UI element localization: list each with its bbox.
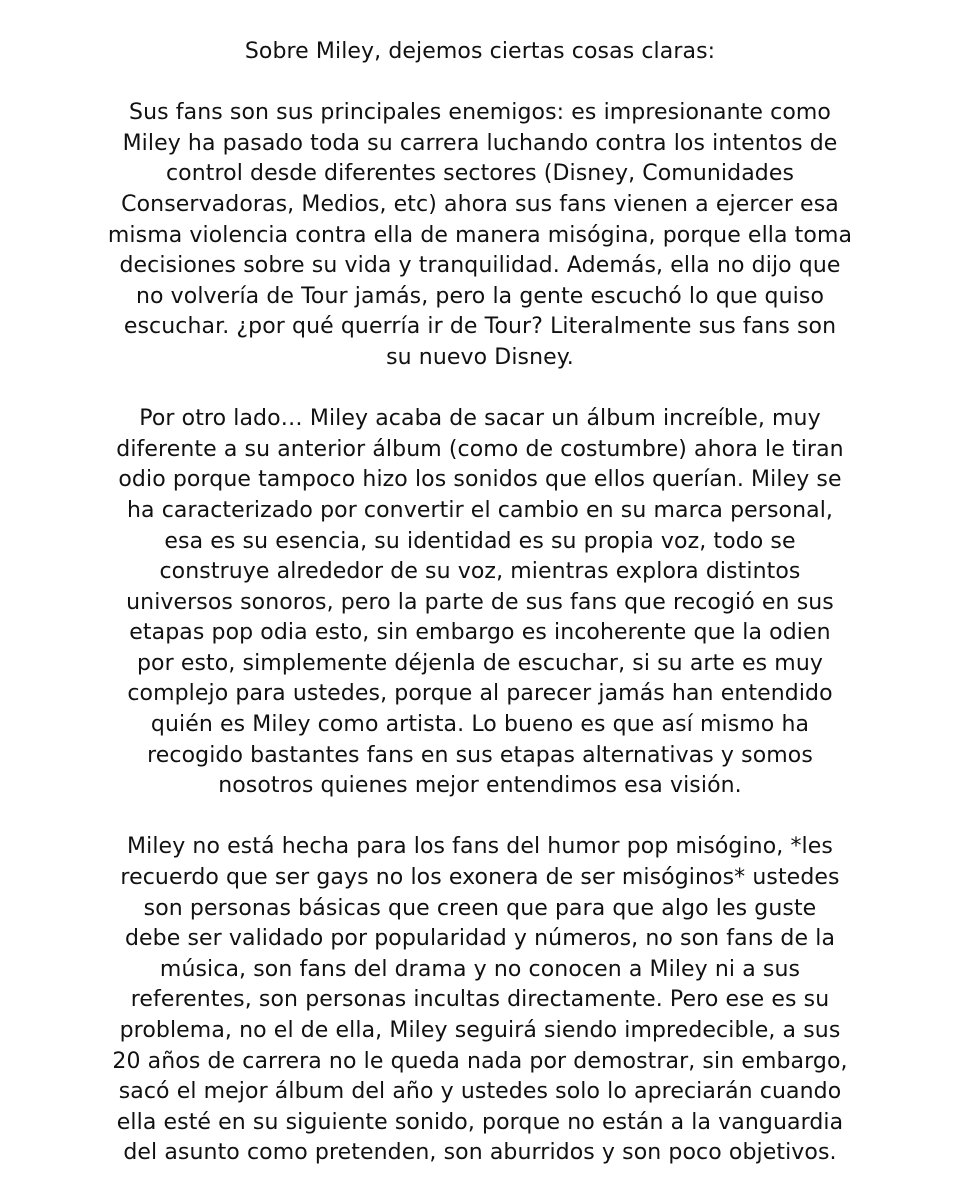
paragraph-spacer: [60, 374, 900, 405]
text-line: misma violencia contra ella de manera misógina, porque ella toma: [107, 222, 853, 248]
text-line: odio porque tampoco hizo los sonidos que ellos querían. Miley se: [118, 467, 842, 493]
text-line: su nuevo Disney.: [386, 344, 574, 370]
paragraph-misogyny: [60, 832, 900, 1169]
paragraph-new-album: [60, 404, 900, 802]
paragraph-spacer: [60, 802, 900, 833]
text-line: Sus fans son sus principales enemigos: es impresionante como: [129, 100, 831, 126]
text-line: por esto, simplemente déjenla de escuchar, si su arte es muy: [136, 650, 823, 676]
paragraph-fans-enemies: [60, 98, 900, 373]
text-line: son personas básicas que creen que para que algo les guste: [143, 895, 817, 921]
text-line: etapas pop odia esto, sin embargo es incoherente que la odien: [129, 620, 831, 646]
text-line: universos sonoros, pero la parte de sus fans que recogió en sus: [126, 589, 834, 615]
text-line: ella esté en su siguiente sonido, porque no están a la vanguardia: [116, 1109, 844, 1135]
text-line: quién es Miley como artista. Lo bueno es que así mismo ha: [150, 712, 810, 738]
text-line: Por otro lado… Miley acaba de sacar un álbum increíble, muy: [139, 406, 821, 432]
text-line: control desde diferentes sectores (Disney, Comunidades: [165, 161, 795, 187]
text-line: no volvería de Tour jamás, pero la gente escuchó lo que quiso: [135, 283, 825, 309]
document-title: Sobre Miley, dejemos ciertas cosas claras:: [244, 39, 716, 64]
text-line: problema, no el de ella, Miley seguirá siendo impredecible, a sus: [119, 1018, 841, 1043]
text-line: escuchar. ¿por qué querría ir de Tour? Literalmente sus fans son: [123, 314, 837, 340]
text-line: construye alrededor de su voz, mientras explora distintos: [159, 559, 801, 585]
text-line: esa es su esencia, su identidad es su propia voz, todo se: [164, 528, 796, 554]
text-line: música, son fans del drama y no conocen a Miley ni a sus: [159, 956, 801, 982]
paragraph-spacer: [60, 68, 900, 99]
text-line: sacó el mejor álbum del año y ustedes solo lo apreciarán cuando: [118, 1079, 842, 1105]
text-line: del asunto como pretenden, son aburridos y son poco objetivos.: [123, 1140, 837, 1166]
text-line: complejo para ustedes, porque al parecer jamás han entendido: [127, 681, 833, 707]
text-line: nosotros quienes mejor entendimos esa visión.: [218, 773, 742, 799]
text-line: 20 años de carrera no le queda nada por demostrar, sin embargo,: [112, 1048, 848, 1074]
text-line: ha caracterizado por convertir el cambio en su marca personal,: [126, 497, 833, 523]
text-line: Miley no está hecha para los fans del humor pop misógino, *les: [127, 834, 833, 860]
text-line: referentes, son personas incultas directamente. Pero ese es su: [130, 987, 830, 1013]
text-line: Conservadoras, Medios, etc) ahora sus fans vienen a ejercer esa: [121, 191, 839, 217]
text-line: debe ser validado por popularidad y números, no son fans de la: [124, 926, 836, 952]
text-line: recuerdo que ser gays no los exonera de ser misóginos* ustedes: [120, 865, 840, 891]
text-line: recogido bastantes fans en sus etapas alternativas y somos: [147, 742, 813, 768]
text-line: decisiones sobre su vida y tranquilidad. Además, ella no dijo que: [119, 253, 841, 279]
text-line: diferente a su anterior álbum (como de costumbre) ahora le tiran: [116, 436, 844, 462]
text-line: Miley ha pasado toda su carrera luchando contra los intentos de: [122, 130, 838, 156]
